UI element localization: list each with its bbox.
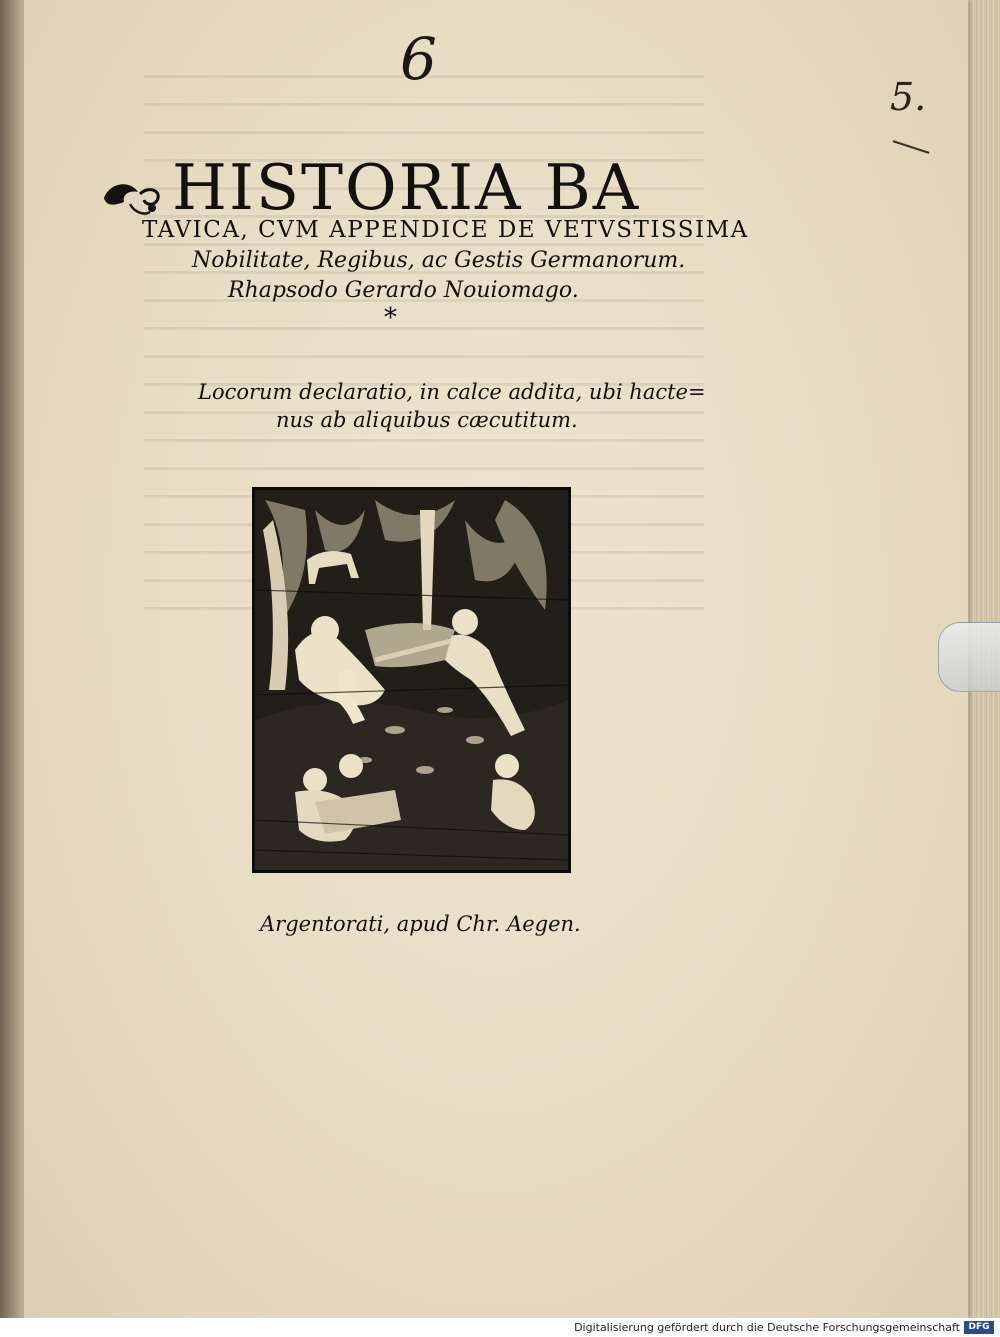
page-clip: [938, 622, 1000, 692]
shelfmark-handwritten: 6: [400, 25, 437, 93]
woodcut-illustration: [252, 487, 571, 873]
title-subtitle: TAVICA, CVM APPENDICE DE VETVSTISSIMA: [142, 217, 749, 243]
note-line-2: nus ab aliquibus cæcutitum.: [276, 408, 578, 432]
title-main: HISTORIA BA: [172, 151, 641, 224]
fleuron-ornament-icon: [100, 176, 170, 220]
asterisk-separator: *: [384, 303, 397, 333]
imprint-line: Argentorati, apud Chr. Aegen.: [260, 912, 581, 936]
dfg-logo-icon: DFG: [964, 1321, 994, 1334]
folio-number: 5.: [890, 75, 927, 119]
note-line-1: Locorum declaratio, in calce addita, ubi hacte=: [198, 380, 706, 404]
footer-bar: [0, 1318, 1000, 1337]
digitization-credit: Digitalisierung gefördert durch die Deutsche Forschungsgemeinschaft: [574, 1321, 960, 1334]
pencil-mark: [893, 140, 930, 154]
title-page: [24, 0, 968, 1318]
title-line-author: Rhapsodo Gerardo Nouiomago.: [228, 278, 579, 303]
title-line-nobility: Nobilitate, Regibus, ac Gestis Germanorum.: [192, 248, 686, 273]
